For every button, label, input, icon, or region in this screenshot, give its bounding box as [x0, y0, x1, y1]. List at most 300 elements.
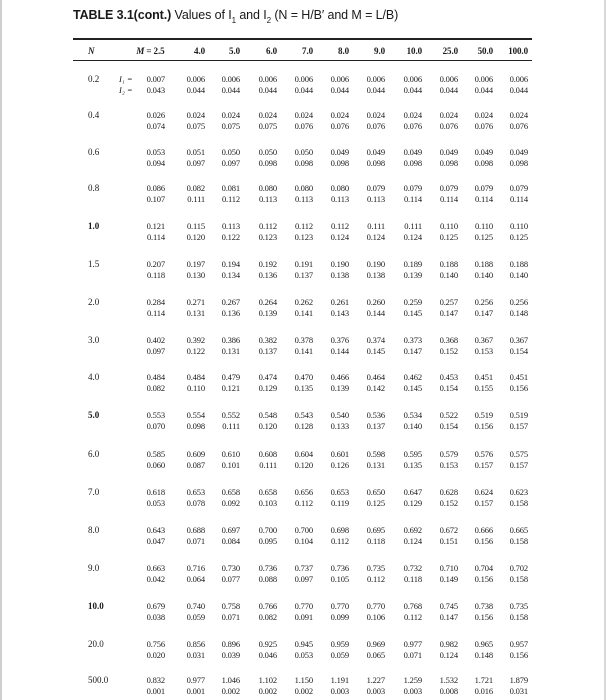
table-cell-i2: 0.075 — [186, 121, 205, 131]
header-col: 10.0 — [406, 46, 422, 56]
table-cell-i2: 0.148 — [509, 308, 528, 318]
table-cell-i1: 0.188 — [474, 259, 493, 269]
row-n-label: 7.0 — [88, 487, 100, 497]
table-cell-i1: 0.552 — [221, 410, 240, 420]
table-cell-i2: 0.076 — [439, 121, 458, 131]
table-cell-i2: 0.119 — [330, 498, 349, 508]
table-cell-i1: 0.050 — [294, 147, 313, 157]
table-cell-i1: 0.663 — [146, 563, 165, 573]
table-cell-i2: 0.157 — [509, 460, 528, 470]
table-cell-i2: 0.158 — [509, 498, 528, 508]
table-cell-i1: 0.770 — [294, 601, 313, 611]
table-cell-i1: 0.392 — [186, 335, 205, 345]
header-col: 4.0 — [194, 46, 205, 56]
table-cell-i1: 0.049 — [509, 147, 528, 157]
table-cell-i2: 0.135 — [294, 383, 313, 393]
table-cell-i2: 0.151 — [439, 536, 458, 546]
row-n-label: 1.0 — [88, 221, 100, 231]
table-cell-i2: 0.059 — [330, 650, 349, 660]
table-cell-i1: 0.688 — [186, 525, 205, 535]
table-cell-i1: 0.079 — [403, 183, 422, 193]
table-cell-i2: 0.153 — [474, 346, 493, 356]
table-cell-i1: 0.672 — [439, 525, 458, 535]
table-cell-i2: 0.158 — [509, 612, 528, 622]
table-cell-i2: 0.002 — [221, 686, 240, 696]
table-cell-i1: 0.451 — [474, 372, 493, 382]
page-edge-left — [0, 0, 2, 700]
table-cell-i1: 0.376 — [330, 335, 349, 345]
table-cell-i2: 0.001 — [186, 686, 205, 696]
table-cell-i2: 0.136 — [221, 308, 240, 318]
table-cell-i2: 0.155 — [474, 383, 493, 393]
table-cell-i1: 0.766 — [258, 601, 277, 611]
table-cell-i2: 0.076 — [366, 121, 385, 131]
table-cell-i2: 0.044 — [330, 85, 349, 95]
table-cell-i2: 0.039 — [221, 650, 240, 660]
table-cell-i1: 0.079 — [509, 183, 528, 193]
table-cell-i1: 0.543 — [294, 410, 313, 420]
caption-text: Values of I — [171, 8, 232, 22]
table-cell-i2: 0.149 — [439, 574, 458, 584]
table-cell-i2: 0.122 — [186, 346, 205, 356]
table-cell-i2: 0.082 — [146, 383, 165, 393]
row-n-label: 500.0 — [88, 675, 109, 685]
table-cell-i1: 0.519 — [474, 410, 493, 420]
table-cell-i2: 0.139 — [403, 270, 422, 280]
table-cell-i1: 0.024 — [294, 110, 313, 120]
table-cell-i2: 0.123 — [294, 232, 313, 242]
table-cell-i1: 0.666 — [474, 525, 493, 535]
row-n-label: 0.2 — [88, 74, 100, 84]
table-cell-i2: 0.129 — [258, 383, 277, 393]
table-cell-i1: 0.111 — [367, 221, 385, 231]
table-cell-i1: 0.453 — [439, 372, 458, 382]
row-n-label: 20.0 — [88, 639, 104, 649]
table-cell-i2: 0.156 — [474, 421, 493, 431]
table-cell-i1: 0.608 — [258, 449, 277, 459]
table-cell-i1: 0.007 — [146, 74, 165, 84]
table-cell-i2: 0.094 — [146, 158, 165, 168]
table-cell-i1: 0.373 — [403, 335, 422, 345]
table-cell-i1: 0.548 — [258, 410, 277, 420]
table-cell-i2: 0.107 — [146, 194, 165, 204]
table-cell-i1: 0.536 — [366, 410, 385, 420]
table-cell-i1: 0.585 — [146, 449, 165, 459]
table-cell-i2: 0.158 — [509, 574, 528, 584]
table-cell-i1: 0.271 — [186, 297, 205, 307]
header-col: 7.0 — [302, 46, 313, 56]
table-cell-i2: 0.145 — [403, 383, 422, 393]
row-n-label: 1.5 — [88, 259, 100, 269]
table-cell-i2: 0.153 — [439, 460, 458, 470]
table-cell-i1: 0.736 — [330, 563, 349, 573]
table-cell-i1: 0.738 — [474, 601, 493, 611]
table-cell-i1: 0.656 — [294, 487, 313, 497]
table-cell-i1: 0.194 — [221, 259, 240, 269]
table-cell-i2: 0.112 — [221, 194, 240, 204]
table-cell-i1: 0.554 — [186, 410, 205, 420]
table-cell-i2: 0.136 — [258, 270, 277, 280]
table-cell-i2: 0.129 — [403, 498, 422, 508]
table-cell-i2: 0.134 — [221, 270, 240, 280]
header-col: 100.0 — [508, 46, 528, 56]
table-cell-i1: 0.653 — [330, 487, 349, 497]
table-cell-i1: 0.466 — [330, 372, 349, 382]
table-cell-i1: 0.368 — [439, 335, 458, 345]
table-cell-i1: 0.700 — [258, 525, 277, 535]
table-cell-i1: 0.735 — [509, 601, 528, 611]
table-cell-i1: 0.679 — [146, 601, 165, 611]
table-cell-i1: 0.474 — [258, 372, 277, 382]
table-cell-i2: 0.097 — [186, 158, 205, 168]
table-cell-i1: 0.049 — [474, 147, 493, 157]
table-cell-i2: 0.091 — [294, 612, 313, 622]
caption-label: TABLE 3.1(cont.) — [73, 8, 172, 22]
table-cell-i1: 0.604 — [294, 449, 313, 459]
header-col: 5.0 — [229, 46, 240, 56]
table-cell-i2: 0.038 — [146, 612, 165, 622]
table-cell-i2: 0.110 — [186, 383, 205, 393]
table-cell-i1: 0.190 — [366, 259, 385, 269]
table-cell-i1: 0.051 — [186, 147, 205, 157]
table-cell-i2: 0.137 — [294, 270, 313, 280]
table-cell-i1: 0.267 — [221, 297, 240, 307]
table-cell-i1: 0.080 — [258, 183, 277, 193]
table-cell-i2: 0.140 — [403, 421, 422, 431]
table-cell-i2: 0.120 — [294, 460, 313, 470]
table-cell-i2: 0.071 — [403, 650, 422, 660]
table-cell-i1: 0.832 — [146, 675, 165, 685]
table-cell-i1: 1.227 — [366, 675, 385, 685]
table-cell-i2: 0.120 — [258, 421, 277, 431]
table-cell-i1: 0.374 — [366, 335, 385, 345]
table-cell-i2: 0.098 — [439, 158, 458, 168]
table-cell-i2: 0.076 — [403, 121, 422, 131]
table-cell-i1: 0.519 — [509, 410, 528, 420]
table-cell-i2: 0.053 — [294, 650, 313, 660]
table-cell-i2: 0.140 — [509, 270, 528, 280]
table-cell-i1: 0.402 — [146, 335, 165, 345]
table-cell-i2: 0.044 — [439, 85, 458, 95]
table-cell-i2: 0.124 — [403, 232, 422, 242]
table-cell-i1: 0.653 — [186, 487, 205, 497]
row-n-label: 10.0 — [88, 601, 104, 611]
table-cell-i1: 0.197 — [186, 259, 205, 269]
table-cell-i2: 0.044 — [509, 85, 528, 95]
table-cell-i1: 0.257 — [439, 297, 458, 307]
table-cell-i2: 0.098 — [330, 158, 349, 168]
table-cell-i2: 0.097 — [294, 574, 313, 584]
table-cell-i1: 0.768 — [403, 601, 422, 611]
table-cell-i1: 0.745 — [439, 601, 458, 611]
table-cell-i2: 0.043 — [146, 85, 165, 95]
table-cell-i2: 0.124 — [330, 232, 349, 242]
table-cell-i2: 0.075 — [258, 121, 277, 131]
table-cell-i1: 0.189 — [403, 259, 422, 269]
table-cell-i1: 0.086 — [146, 183, 165, 193]
table-cell-i2: 0.114 — [403, 194, 422, 204]
table-cell-i2: 0.074 — [146, 121, 165, 131]
table-cell-i1: 0.730 — [221, 563, 240, 573]
table-cell-i2: 0.103 — [258, 498, 277, 508]
table-cell-i1: 0.522 — [439, 410, 458, 420]
table-cell-i2: 0.152 — [439, 498, 458, 508]
table-cell-i1: 1.879 — [509, 675, 528, 685]
table-cell-i1: 0.925 — [258, 639, 277, 649]
table-cell-i1: 1.532 — [439, 675, 458, 685]
table-cell-i1: 0.598 — [366, 449, 385, 459]
table-cell-i1: 0.695 — [366, 525, 385, 535]
table-cell-i2: 0.141 — [294, 308, 313, 318]
table-cell-i2: 0.047 — [146, 536, 165, 546]
table-cell-i2: 0.112 — [403, 612, 422, 622]
table-cell-i2: 0.123 — [258, 232, 277, 242]
table-cell-i2: 0.020 — [146, 650, 165, 660]
table-cell-i1: 0.982 — [439, 639, 458, 649]
table-cell-i1: 0.969 — [366, 639, 385, 649]
row-n-label: 5.0 — [88, 410, 100, 420]
table-cell-i1: 0.896 — [221, 639, 240, 649]
table-cell-i2: 0.060 — [146, 460, 165, 470]
table-cell-i2: 0.121 — [221, 383, 240, 393]
table-cell-i1: 0.959 — [330, 639, 349, 649]
table-cell-i1: 0.112 — [258, 221, 277, 231]
row-n-label: 4.0 — [88, 372, 100, 382]
table-cell-i1: 0.736 — [258, 563, 277, 573]
table-cell-i2: 0.156 — [509, 383, 528, 393]
table-cell-i2: 0.098 — [509, 158, 528, 168]
table-cell-i2: 0.075 — [221, 121, 240, 131]
table-cell-i1: 0.079 — [439, 183, 458, 193]
table-cell-i2: 0.142 — [366, 383, 385, 393]
table-cell-i1: 0.259 — [403, 297, 422, 307]
table-cell-i2: 0.097 — [221, 158, 240, 168]
table-cell-i1: 0.770 — [330, 601, 349, 611]
table-cell-i1: 0.110 — [439, 221, 458, 231]
table-cell-i2: 0.044 — [366, 85, 385, 95]
table-cell-i2: 0.124 — [366, 232, 385, 242]
table-cell-i2: 0.111 — [259, 460, 277, 470]
caption-and: and I — [235, 8, 267, 22]
table-cell-i1: 0.462 — [403, 372, 422, 382]
table-cell-i1: 0.367 — [509, 335, 528, 345]
table-cell-i2: 0.071 — [186, 536, 205, 546]
table-cell-i1: 0.024 — [509, 110, 528, 120]
table-cell-i2: 0.070 — [146, 421, 165, 431]
table-cell-i2: 0.154 — [439, 383, 458, 393]
table-cell-i2: 0.003 — [330, 686, 349, 696]
table-cell-i1: 0.081 — [221, 183, 240, 193]
table-cell-i2: 0.082 — [258, 612, 277, 622]
table-cell-i2: 0.114 — [146, 308, 165, 318]
table-cell-i1: 0.579 — [439, 449, 458, 459]
table-cell-i1: 0.378 — [294, 335, 313, 345]
table-cell-i1: 0.112 — [330, 221, 349, 231]
table-cell-i1: 0.262 — [294, 297, 313, 307]
table-cell-i1: 0.710 — [439, 563, 458, 573]
table-cell-i2: 0.156 — [474, 612, 493, 622]
table-cell-i2: 0.098 — [186, 421, 205, 431]
table-cell-i2: 0.044 — [474, 85, 493, 95]
table-cell-i1: 0.079 — [366, 183, 385, 193]
table-cell-i1: 0.484 — [146, 372, 165, 382]
table-cell-i2: 0.137 — [258, 346, 277, 356]
table-cell-i2: 0.044 — [221, 85, 240, 95]
row-n-label: 9.0 — [88, 563, 100, 573]
table-cell-i1: 0.080 — [330, 183, 349, 193]
table-cell-i1: 0.110 — [474, 221, 493, 231]
table-cell-i1: 0.479 — [221, 372, 240, 382]
row-n-label: 0.8 — [88, 183, 100, 193]
table-cell-i1: 0.006 — [474, 74, 493, 84]
table-cell-i1: 0.080 — [294, 183, 313, 193]
table-cell-i1: 0.112 — [294, 221, 313, 231]
table-cell-i2: 0.156 — [509, 650, 528, 660]
table-cell-i2: 0.112 — [294, 498, 313, 508]
table-cell-i2: 0.113 — [366, 194, 385, 204]
table-cell-i2: 0.154 — [509, 346, 528, 356]
table-cell-i2: 0.145 — [403, 308, 422, 318]
table-cell-i2: 0.111 — [187, 194, 205, 204]
table-cell-i1: 0.623 — [509, 487, 528, 497]
table-cell-i2: 0.097 — [146, 346, 165, 356]
table-cell-i1: 0.650 — [366, 487, 385, 497]
row-n-label: 0.4 — [88, 110, 100, 120]
table-cell-i1: 0.110 — [509, 221, 528, 231]
table-cell-i1: 0.049 — [439, 147, 458, 157]
table-cell-i2: 0.053 — [146, 498, 165, 508]
table-cell-i1: 0.207 — [146, 259, 165, 269]
table-cell-i2: 0.114 — [146, 232, 165, 242]
table-cell-i2: 0.088 — [258, 574, 277, 584]
caption-rest: (N = H/B′ and M = L/B) — [271, 8, 399, 22]
table-cell-i1: 0.006 — [330, 74, 349, 84]
table-cell-i2: 0.087 — [186, 460, 205, 470]
table-cell-i1: 0.256 — [509, 297, 528, 307]
table-cell-i1: 0.367 — [474, 335, 493, 345]
table-cell-i2: 0.076 — [330, 121, 349, 131]
table-cell-i1: 0.191 — [294, 259, 313, 269]
table-cell-i1: 0.658 — [258, 487, 277, 497]
table-cell-i1: 0.053 — [146, 147, 165, 157]
table-cell-i2: 0.147 — [439, 612, 458, 622]
table-cell-i1: 0.643 — [146, 525, 165, 535]
table-cell-i2: 0.031 — [509, 686, 528, 696]
table-cell-i2: 0.122 — [221, 232, 240, 242]
table-cell-i1: 0.026 — [146, 110, 165, 120]
header-n: N — [88, 46, 95, 56]
table-cell-i2: 0.139 — [258, 308, 277, 318]
table-cell-i2: 0.092 — [221, 498, 240, 508]
table-cell-i2: 0.114 — [439, 194, 458, 204]
i2-symbol-label: I₂ = — [119, 85, 133, 95]
table-cell-i2: 0.101 — [221, 460, 240, 470]
header-col: M = 2.5 — [136, 46, 165, 56]
table-cell-i1: 0.977 — [186, 675, 205, 685]
table-cell-i1: 0.284 — [146, 297, 165, 307]
table-cell-i1: 0.049 — [403, 147, 422, 157]
table-cell-i2: 0.042 — [146, 574, 165, 584]
table-cell-i1: 0.540 — [330, 410, 349, 420]
table-cell-i1: 0.451 — [509, 372, 528, 382]
table-cell-i2: 0.113 — [330, 194, 349, 204]
table-cell-i1: 0.049 — [330, 147, 349, 157]
table-cell-i2: 0.144 — [366, 308, 385, 318]
caption-sub2: 2 — [266, 15, 271, 25]
table-cell-i2: 0.157 — [474, 498, 493, 508]
table-header-rule — [73, 60, 532, 61]
table-cell-i2: 0.147 — [474, 308, 493, 318]
table-cell-i2: 0.078 — [186, 498, 205, 508]
table-cell-i2: 0.147 — [439, 308, 458, 318]
header-col: 25.0 — [442, 46, 458, 56]
table-cell-i1: 0.024 — [186, 110, 205, 120]
table-cell-i2: 0.113 — [258, 194, 277, 204]
table-cell-i2: 0.113 — [294, 194, 313, 204]
table-cell-i1: 0.024 — [258, 110, 277, 120]
table-cell-i1: 1.259 — [403, 675, 422, 685]
table-cell-i1: 0.024 — [474, 110, 493, 120]
table-cell-i2: 0.104 — [294, 536, 313, 546]
table-cell-i2: 0.140 — [439, 270, 458, 280]
table-cell-i2: 0.008 — [439, 686, 458, 696]
row-n-label: 2.0 — [88, 297, 100, 307]
table-cell-i1: 0.050 — [221, 147, 240, 157]
table-cell-i2: 0.002 — [258, 686, 277, 696]
table-cell-i2: 0.046 — [258, 650, 277, 660]
row-n-label: 3.0 — [88, 335, 100, 345]
table-cell-i1: 0.609 — [186, 449, 205, 459]
table-cell-i2: 0.098 — [474, 158, 493, 168]
table-cell-i1: 0.079 — [474, 183, 493, 193]
table-cell-i1: 0.024 — [366, 110, 385, 120]
table-cell-i1: 0.957 — [509, 639, 528, 649]
table-cell-i2: 0.099 — [330, 612, 349, 622]
table-cell-i2: 0.065 — [366, 650, 385, 660]
table-cell-i1: 0.006 — [403, 74, 422, 84]
table-cell-i2: 0.105 — [330, 574, 349, 584]
table-cell-i2: 0.137 — [366, 421, 385, 431]
table-cell-i2: 0.147 — [403, 346, 422, 356]
table-cell-i2: 0.016 — [474, 686, 493, 696]
table-cell-i1: 0.260 — [366, 297, 385, 307]
table-cell-i2: 0.114 — [509, 194, 528, 204]
table-top-rule — [73, 38, 532, 40]
table-cell-i1: 0.692 — [403, 525, 422, 535]
table-cell-i2: 0.125 — [509, 232, 528, 242]
table-cell-i2: 0.077 — [221, 574, 240, 584]
table-cell-i1: 0.188 — [439, 259, 458, 269]
table-cell-i1: 0.470 — [294, 372, 313, 382]
table-cell-i1: 0.698 — [330, 525, 349, 535]
table-cell-i2: 0.002 — [294, 686, 313, 696]
table-cell-i1: 0.658 — [221, 487, 240, 497]
table-cell-i1: 0.534 — [403, 410, 422, 420]
table-cell-i1: 0.049 — [366, 147, 385, 157]
table-cell-i1: 0.024 — [330, 110, 349, 120]
table-cell-i1: 0.006 — [509, 74, 528, 84]
table-cell-i1: 0.610 — [221, 449, 240, 459]
table-cell-i2: 0.114 — [474, 194, 493, 204]
table-cell-i1: 0.024 — [439, 110, 458, 120]
table-cell-i2: 0.098 — [294, 158, 313, 168]
table-cell-i2: 0.044 — [294, 85, 313, 95]
table-cell-i2: 0.098 — [258, 158, 277, 168]
header-col: 8.0 — [338, 46, 349, 56]
table-cell-i1: 0.647 — [403, 487, 422, 497]
table-cell-i2: 0.118 — [403, 574, 422, 584]
table-cell-i1: 0.601 — [330, 449, 349, 459]
